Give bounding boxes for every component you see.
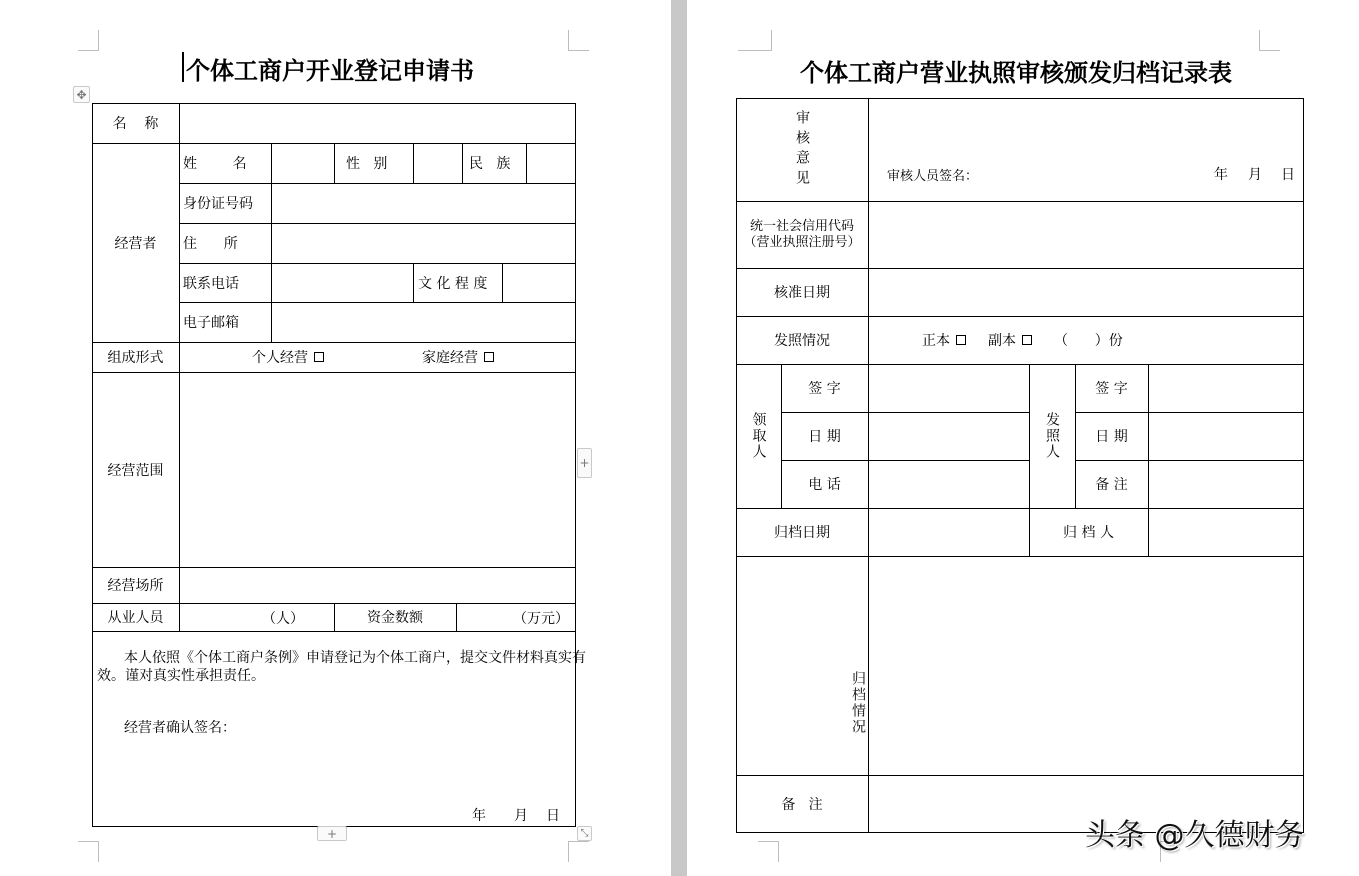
crop-mark-bottom-left <box>78 841 99 862</box>
review-opinion-label: 审核意见 <box>794 109 810 190</box>
archiver-field[interactable] <box>1149 509 1303 556</box>
col-divider <box>334 143 335 183</box>
business-scope-label: 经营范围 <box>107 462 164 479</box>
date-year: 年 <box>472 808 486 824</box>
premises-field[interactable] <box>180 568 575 603</box>
receiver-phone-label: 电 话 <box>808 477 841 493</box>
id-number-label: 身份证号码 <box>183 196 253 212</box>
issue-status-field <box>922 316 1222 364</box>
date-day: 日 <box>546 808 560 824</box>
checkbox-individual[interactable] <box>314 352 324 362</box>
plus-icon: + <box>326 826 338 841</box>
issuer-remarks-field[interactable] <box>1149 461 1303 508</box>
education-field[interactable] <box>503 264 575 302</box>
receiver-sign-label: 签 字 <box>808 381 841 397</box>
form-option-individual[interactable] <box>252 342 332 372</box>
email-field[interactable] <box>272 303 575 342</box>
receiver-sign-field[interactable] <box>869 365 1029 412</box>
form-option-family[interactable] <box>422 342 502 372</box>
checkbox-copy[interactable] <box>1022 335 1032 345</box>
review-date-month: 月 <box>1248 167 1262 183</box>
add-row-button[interactable] <box>317 826 347 841</box>
email-label: 电子邮箱 <box>183 315 239 331</box>
full-name-label: 姓 名 <box>183 156 247 172</box>
staff-unit: （人） <box>262 610 304 627</box>
credit-code-label-line1: 统一社会信用代码 <box>749 218 854 234</box>
id-number-field[interactable] <box>272 184 575 223</box>
issuer-remarks-label: 备 注 <box>1095 477 1128 493</box>
signature-label: 经营者确认签名： <box>124 720 236 736</box>
archive-status-label: 归档情况 <box>850 671 866 735</box>
copies-count[interactable]: （ ）份 <box>1054 333 1123 349</box>
form-option-family-label: 家庭经营 <box>422 350 478 366</box>
education-label: 文 化 程 度 <box>418 275 488 292</box>
full-name-field[interactable] <box>272 144 334 183</box>
capital-field[interactable] <box>457 604 575 631</box>
plus-icon: + <box>579 456 590 470</box>
issuer-date-field[interactable] <box>1149 413 1303 460</box>
premises-label: 经营场所 <box>107 578 164 594</box>
archive-date-label: 归档日期 <box>774 525 830 541</box>
phone-label: 联系电话 <box>183 275 239 292</box>
crop-mark-top-right <box>568 30 589 51</box>
checkbox-family[interactable] <box>484 352 494 362</box>
declaration-line-1: 本人依照《个体工商户条例》申请登记为个体工商户，提交文件材料真实有 <box>124 650 586 666</box>
business-scope-field[interactable] <box>180 373 575 567</box>
gender-field[interactable] <box>414 144 462 183</box>
receiver-date-label: 日 期 <box>808 429 841 445</box>
approval-date-label: 核准日期 <box>774 285 830 301</box>
receiver-label: 领取人 <box>750 412 767 460</box>
staff-field[interactable] <box>180 604 334 631</box>
reviewer-sign-label: 审核人员签名： <box>887 169 979 184</box>
col-divider <box>413 263 414 302</box>
name-label: 名 称 <box>112 116 159 132</box>
copy-label: 副本 <box>988 333 1016 349</box>
capital-label: 资金数额 <box>367 610 423 626</box>
receiver-date-field[interactable] <box>869 413 1029 460</box>
approval-date-field[interactable] <box>869 269 1303 316</box>
page-title: 个体工商户开业登记申请书 <box>186 56 474 85</box>
crop-mark-bottom-left <box>758 841 779 862</box>
page-gutter <box>671 0 687 876</box>
gender-label: 性 别 <box>346 156 388 172</box>
credit-code-field[interactable] <box>869 202 1303 268</box>
review-date-year: 年 <box>1214 167 1228 183</box>
crop-mark-top-right <box>1259 30 1280 51</box>
ethnicity-label: 民 族 <box>469 156 511 172</box>
issue-status-label: 发照情况 <box>774 333 830 349</box>
issuer-sign-label: 签 字 <box>1095 381 1128 397</box>
date-month: 月 <box>514 808 528 824</box>
issuer-label: 发照人 <box>1044 412 1060 460</box>
review-date-day: 日 <box>1281 167 1295 183</box>
move-icon: ✥ <box>76 87 87 102</box>
form-option-individual-label: 个人经营 <box>252 350 308 366</box>
credit-code-label <box>736 201 868 268</box>
name-field[interactable] <box>180 104 575 143</box>
form-type-label: 组成形式 <box>107 350 164 366</box>
signature-field[interactable] <box>235 716 535 738</box>
address-label: 住 所 <box>183 236 238 252</box>
checkbox-original[interactable] <box>956 335 966 345</box>
table-resize-handle[interactable] <box>577 826 592 841</box>
declaration-line-2: 效。谨对真实性承担责任。 <box>97 668 265 684</box>
page-title: 个体工商户营业执照审核颁发归档记录表 <box>800 58 1232 87</box>
archive-date-field[interactable] <box>869 509 1029 556</box>
archiver-label: 归 档 人 <box>1063 525 1114 541</box>
text-cursor <box>182 52 184 82</box>
issuer-sign-field[interactable] <box>1149 365 1303 412</box>
phone-field[interactable] <box>272 264 413 302</box>
resize-icon: ⤡ <box>580 828 589 839</box>
crop-mark-top-left <box>78 30 99 51</box>
operator-label: 经营者 <box>114 235 157 252</box>
capital-unit: （万元） <box>513 610 569 627</box>
row-divider <box>92 631 576 632</box>
add-column-button[interactable] <box>577 448 592 478</box>
remarks-label: 备 注 <box>781 796 823 813</box>
table-move-handle[interactable] <box>73 86 90 103</box>
address-field[interactable] <box>272 224 575 263</box>
credit-code-label-line2: （营业执照注册号） <box>743 234 861 250</box>
original-label: 正本 <box>922 333 950 349</box>
issuer-date-label: 日 期 <box>1095 429 1128 445</box>
watermark: 头条 @久德财务 <box>1085 818 1305 853</box>
crop-mark-bottom-right <box>568 841 589 862</box>
archive-status-field[interactable] <box>869 557 1303 775</box>
col-divider <box>462 143 463 183</box>
receiver-phone-field[interactable] <box>869 461 1029 508</box>
crop-mark-top-left <box>738 30 772 51</box>
staff-label: 从业人员 <box>107 610 164 626</box>
ethnicity-field[interactable] <box>527 144 575 183</box>
